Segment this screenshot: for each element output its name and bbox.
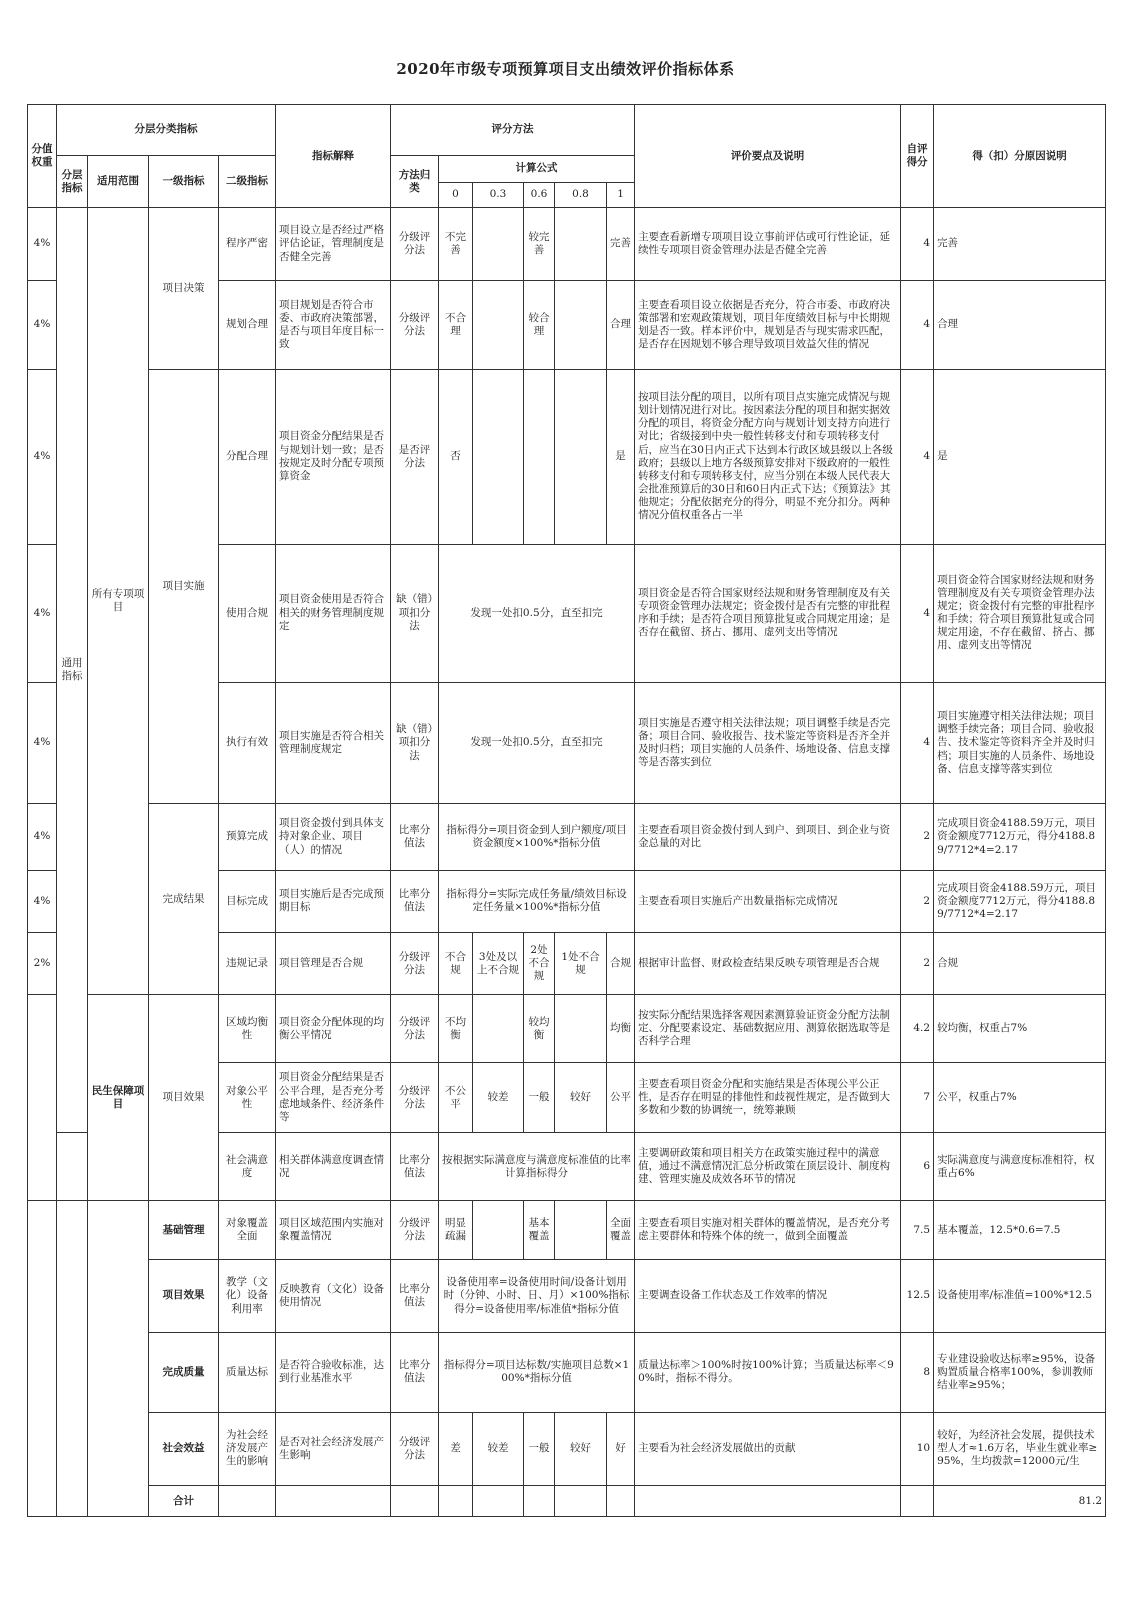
f1-cell: 公平 — [607, 1062, 635, 1133]
weight-cell: 4% — [28, 369, 57, 544]
scope-edu-blank — [88, 1200, 149, 1516]
points-cell: 主要调研政策和项目相关方在政策实施过程中的满意值，通过不满意情况汇总分析政策在顶层设计、制度构建、管理实施及成效各环节的情况 — [635, 1133, 901, 1200]
layer-tongyong: 通用指标 — [57, 208, 88, 1133]
explain-cell: 项目资金分配体现的均衡公平情况 — [276, 995, 391, 1062]
header-key-points: 评价要点及说明 — [635, 105, 901, 208]
reason-cell: 项目实施遵守相关法律法规；项目调整手续完备；项目合同、验收报告、技术鉴定等资料齐全并及时归档；项目实施的人员条件、场地设备、信息支撑等落实到位 — [934, 682, 1106, 804]
reason-cell: 合理 — [934, 280, 1106, 369]
reason-cell: 专业建设验收达标率≥95%，设备购置质量合格率100%，参训教师结业率≥95%； — [934, 1332, 1106, 1412]
f08-cell — [555, 369, 607, 544]
f03-cell: 较差 — [473, 1062, 524, 1133]
reason-cell: 项目资金符合国家财经法规和财务管理制度及有关专项资金管理办法规定；资金拨付有完整的审批程序和手续；符合项目预算批复或合同规定用途，不存在截留、挤占、挪用、虚列支出等情况 — [934, 544, 1106, 682]
f08-cell — [555, 280, 607, 369]
f1-cell: 好 — [607, 1412, 635, 1486]
f08-cell: 1处不合规 — [555, 933, 607, 995]
formula-cell: 发现一处扣0.5分，直至扣完 — [439, 544, 635, 682]
l2-cell: 为社会经济发展产生的影响 — [219, 1412, 276, 1486]
points-cell: 主要查看项目资金分配和实施结果是否体现公平公正性，是否存在明显的排他性和歧视性规定，是否做到大多数和少数的协调统一，统筹兼顾 — [635, 1062, 901, 1133]
score-cell: 4 — [901, 208, 934, 281]
table-row — [28, 208, 1106, 281]
points-cell: 根据审计监督、财政检查结果反映专项管理是否合规 — [635, 933, 901, 995]
points-cell: 主要查看项目实施对相关群体的覆盖情况，是否充分考虑主要群体和特殊个体的统一，做到全面覆盖 — [635, 1200, 901, 1259]
method-cell: 分级评分法 — [391, 280, 439, 369]
explain-cell: 项目设立是否经过严格评估论证，管理制度是否健全完善 — [276, 208, 391, 281]
header-weight: 分值权重 — [28, 105, 57, 208]
f06-cell — [524, 369, 555, 544]
f0-cell: 不公平 — [439, 1062, 473, 1133]
weight-cell: 2% — [28, 933, 57, 995]
header-level2: 二级指标 — [219, 156, 276, 208]
layer-empty-cell — [57, 1200, 88, 1516]
f0-cell: 差 — [439, 1412, 473, 1486]
score-cell: 4 — [901, 544, 934, 682]
formula-cell: 指标得分=实际完成任务量/绩效目标设定任务量×100%*指标分值 — [439, 870, 635, 932]
explain-cell: 项目实施后是否完成预期目标 — [276, 870, 391, 932]
score-cell: 6 — [901, 1133, 934, 1200]
explain-cell: 相关群体满意度调查情况 — [276, 1133, 391, 1200]
points-cell: 质量达标率＞100%时按100%计算；当质量达标率＜90%时，指标不得分。 — [635, 1332, 901, 1412]
score-cell: 4.2 — [901, 995, 934, 1062]
header-formula: 计算公式 — [439, 156, 635, 183]
empty-cell — [219, 1486, 276, 1517]
l1-project-impl: 项目实施 — [149, 369, 219, 804]
explain-cell: 反映教育（文化）设备使用情况 — [276, 1260, 391, 1333]
table-row — [28, 1332, 1106, 1412]
method-cell: 分级评分法 — [391, 1062, 439, 1133]
method-cell: 分级评分法 — [391, 995, 439, 1062]
explain-cell: 项目区域范围内实施对象覆盖情况 — [276, 1200, 391, 1259]
score-cell: 8 — [901, 1332, 934, 1412]
header-explain: 指标解释 — [276, 105, 391, 208]
table-row — [28, 1260, 1106, 1333]
explain-cell: 项目规划是否符合市委、市政府决策部署，是否与项目年度目标一致 — [276, 280, 391, 369]
reason-cell: 实际满意度与满意度标准相符，权重占6% — [934, 1133, 1106, 1200]
f06-cell: 一般 — [524, 1062, 555, 1133]
total-row — [28, 1486, 1106, 1517]
points-cell: 主要查看项目实施后产出数量指标完成情况 — [635, 870, 901, 932]
weight-cell: 4% — [28, 804, 57, 870]
f03-cell — [473, 280, 524, 369]
score-cell: 7.5 — [901, 1200, 934, 1259]
l2-cell: 分配合理 — [219, 369, 276, 544]
total-label: 合计 — [149, 1486, 219, 1517]
reason-cell: 较均衡，权重占7% — [934, 995, 1106, 1062]
l2-cell: 预算完成 — [219, 804, 276, 870]
header-method-type: 方法归类 — [391, 156, 439, 208]
score-cell: 10 — [901, 1412, 934, 1486]
f06-cell: 基本覆盖 — [524, 1200, 555, 1259]
weight-cell — [28, 1200, 57, 1516]
l2-cell: 区域均衡性 — [219, 995, 276, 1062]
score-cell: 12.5 — [901, 1260, 934, 1333]
explain-cell: 是否对社会经济发展产生影响 — [276, 1412, 391, 1486]
header-layer: 分层指标 — [57, 156, 88, 208]
reason-cell: 是 — [934, 369, 1106, 544]
header-f1: 1 — [607, 182, 635, 208]
l2-cell: 程序严密 — [219, 208, 276, 281]
table-row — [28, 369, 1106, 544]
l2-cell: 对象覆盖全面 — [219, 1200, 276, 1259]
l2-cell: 社会满意度 — [219, 1133, 276, 1200]
layer-empty-cell — [57, 1133, 88, 1200]
method-cell: 分级评分法 — [391, 933, 439, 995]
f03-cell — [473, 995, 524, 1062]
weight-cell: 4% — [28, 870, 57, 932]
formula-cell: 设备使用率=设备使用时间/设备计划用时（分钟、小时、日、月）×100%指标得分=设备使用率/标准值*指标分值 — [439, 1260, 635, 1333]
header-f08: 0.8 — [555, 182, 607, 208]
empty-cell — [276, 1486, 391, 1517]
header-method: 评分方法 — [391, 105, 635, 156]
weight-cell: 4% — [28, 682, 57, 804]
l1-cell: 基础管理 — [149, 1200, 219, 1259]
reason-cell: 合规 — [934, 933, 1106, 995]
f1-cell: 合规 — [607, 933, 635, 995]
empty-cell — [555, 1486, 607, 1517]
method-cell: 比率分值法 — [391, 1133, 439, 1200]
f06-cell: 较合理 — [524, 280, 555, 369]
weight-cell: 4% — [28, 208, 57, 281]
header-scope: 适用范围 — [88, 156, 149, 208]
l2-cell: 违规记录 — [219, 933, 276, 995]
score-cell: 4 — [901, 682, 934, 804]
empty-cell — [901, 1486, 934, 1517]
method-cell: 是否评分法 — [391, 369, 439, 544]
table-row — [28, 804, 1106, 870]
f0-cell: 不合规 — [439, 933, 473, 995]
formula-cell: 发现一处扣0.5分，直至扣完 — [439, 682, 635, 804]
l2-cell: 目标完成 — [219, 870, 276, 932]
l2-cell: 教学（文化）设备利用率 — [219, 1260, 276, 1333]
method-cell: 缺（错）项扣分法 — [391, 544, 439, 682]
f0-cell: 明显疏漏 — [439, 1200, 473, 1259]
explain-cell: 项目管理是否合规 — [276, 933, 391, 995]
f1-cell: 全面覆盖 — [607, 1200, 635, 1259]
method-cell: 分级评分法 — [391, 1200, 439, 1259]
points-cell: 主要查看项目资金拨付到人到户、到项目、到企业与资金总量的对比 — [635, 804, 901, 870]
explain-cell: 项目资金分配结果是否公平合理，是否充分考虑地域条件、经济条件等 — [276, 1062, 391, 1133]
table-row — [28, 995, 1106, 1062]
empty-cell — [439, 1486, 473, 1517]
header-self-score: 自评得分 — [901, 105, 934, 208]
reason-cell: 基本覆盖，12.5*0.6=7.5 — [934, 1200, 1106, 1259]
f1-cell: 是 — [607, 369, 635, 544]
header-f0: 0 — [439, 182, 473, 208]
explain-cell: 项目资金使用是否符合相关的财务管理制度规定 — [276, 544, 391, 682]
explain-cell: 是否符合验收标准，达到行业基准水平 — [276, 1332, 391, 1412]
explain-cell: 项目实施是否符合相关管理制度规定 — [276, 682, 391, 804]
header-f06: 0.6 — [524, 182, 555, 208]
f0-cell: 否 — [439, 369, 473, 544]
reason-cell: 较好，为经济社会发展，提供技术型人才≈1.6万名，毕业生就业率≥95%，生均拨款=12000元/生 — [934, 1412, 1106, 1486]
method-cell: 比率分值法 — [391, 870, 439, 932]
points-cell: 项目资金是否符合国家财经法规和财务管理制度及有关专项资金管理办法规定；资金拨付是否有完整的审批程序和手续；是否符合项目预算批复或合同规定用途；是否存在截留、挤占、挪用、虚列支出等情况 — [635, 544, 901, 682]
reason-cell: 设备使用率/标准值=100%*12.5 — [934, 1260, 1106, 1333]
points-cell: 主要查看新增专项项目设立事前评估或可行性论证，延续性专项项目资金管理办法是否健全完善 — [635, 208, 901, 281]
empty-cell — [524, 1486, 555, 1517]
scope-minsheng: 民生保障项目 — [88, 995, 149, 1200]
reason-cell: 公平，权重占7% — [934, 1062, 1106, 1133]
formula-cell: 按根据实际满意度与满意度标准值的比率计算指标得分 — [439, 1133, 635, 1200]
points-cell: 主要查看项目设立依据是否充分，符合市委、市政府决策部署和宏观政策规划，项目年度绩效目标与中长期规划是否一致。样本评价中，规划是否与现实需求匹配，是否存在因规划不够合理导致项目效益欠佳的情况 — [635, 280, 901, 369]
header-level1: 一级指标 — [149, 156, 219, 208]
f08-cell: 较好 — [555, 1412, 607, 1486]
explain-cell: 项目资金拨付到具体支持对象企业、项目（人）的情况 — [276, 804, 391, 870]
formula-cell: 指标得分=项目达标数/实施项目总数×100%*指标分值 — [439, 1332, 635, 1412]
f0-cell: 不均衡 — [439, 995, 473, 1062]
points-cell: 按实际分配结果选择客观因素测算验证资金分配方法制定、分配要素设定、基础数据应用、测算依据选取等是否科学合理 — [635, 995, 901, 1062]
page-title: 2020年市级专项预算项目支出绩效评价指标体系 — [396, 60, 735, 78]
f03-cell: 3处及以上不合规 — [473, 933, 524, 995]
header-classify: 分层分类指标 — [57, 105, 276, 156]
formula-cell: 指标得分=项目资金到人到户额度/项目资金额度×100%*指标分值 — [439, 804, 635, 870]
f06-cell: 较均衡 — [524, 995, 555, 1062]
score-cell: 4 — [901, 280, 934, 369]
f1-cell: 均衡 — [607, 995, 635, 1062]
method-cell: 分级评分法 — [391, 208, 439, 281]
points-cell: 主要看为社会经济发展做出的贡献 — [635, 1412, 901, 1486]
table-row — [28, 1412, 1106, 1486]
method-cell: 比率分值法 — [391, 1332, 439, 1412]
method-cell: 分级评分法 — [391, 1412, 439, 1486]
reason-cell: 完成项目资金4188.59万元，项目资金额度7712万元，得分4188.89/7712*4=2.17 — [934, 870, 1106, 932]
empty-cell — [607, 1486, 635, 1517]
header-f03: 0.3 — [473, 182, 524, 208]
reason-cell: 完成项目资金4188.59万元，项目资金额度7712万元，得分4188.89/7712*4=2.17 — [934, 804, 1106, 870]
weight-cell: 4% — [28, 544, 57, 682]
f03-cell: 较差 — [473, 1412, 524, 1486]
header-reason: 得（扣）分原因说明 — [934, 105, 1106, 208]
l2-cell: 规划合理 — [219, 280, 276, 369]
score-cell: 2 — [901, 804, 934, 870]
f08-cell: 较好 — [555, 1062, 607, 1133]
score-cell: 2 — [901, 870, 934, 932]
score-cell: 4 — [901, 369, 934, 544]
points-cell: 主要调查设备工作状态及工作效率的情况 — [635, 1260, 901, 1333]
l1-cell: 完成质量 — [149, 1332, 219, 1412]
evaluation-table — [27, 104, 1106, 1517]
l2-cell: 执行有效 — [219, 682, 276, 804]
f03-cell — [473, 369, 524, 544]
f0-cell: 不合理 — [439, 280, 473, 369]
l1-project-decision: 项目决策 — [149, 208, 219, 370]
l1-cell: 项目效果 — [149, 1260, 219, 1333]
f08-cell — [555, 1200, 607, 1259]
weight-cell — [28, 995, 57, 1200]
f08-cell — [555, 995, 607, 1062]
method-cell: 比率分值法 — [391, 804, 439, 870]
explain-cell: 项目资金分配结果是否与规划计划一致；是否按规定及时分配专项预算资金 — [276, 369, 391, 544]
points-cell: 按项目法分配的项目，以所有项目点实施完成情况与规划计划情况进行对比。按因素法分配的项目和据实据效分配的项目，将资金分配方向与规划计划支持方向进行对比；省级接到中央一般性转移支付和专项转移支付后，应当在30日内正式下达到本行政区域县级以上各级政府；县级以上地方各级预算安排对下级政府的一般性转移支付和专项转移支付，应当分别在本级人民代表大会批准预算后的30日和60日内正式下达；《预算法》其他规定；分配依据充分的得分，明显不充分扣分。两种情况分值权重各占一半 — [635, 369, 901, 544]
f0-cell: 不完善 — [439, 208, 473, 281]
l1-result: 完成结果 — [149, 804, 219, 995]
empty-cell — [391, 1486, 439, 1517]
f06-cell: 较完善 — [524, 208, 555, 281]
empty-cell — [473, 1486, 524, 1517]
weight-cell: 4% — [28, 280, 57, 369]
l1-cell: 社会效益 — [149, 1412, 219, 1486]
method-cell: 比率分值法 — [391, 1260, 439, 1333]
points-cell: 项目实施是否遵守相关法律法规；项目调整手续是否完备；项目合同、验收报告、技术鉴定等资料是否齐全并及时归档；项目实施的人员条件、场地设备、信息支撑等是否落实到位 — [635, 682, 901, 804]
f1-cell: 完善 — [607, 208, 635, 281]
f03-cell — [473, 208, 524, 281]
l1-effect: 项目效果 — [149, 995, 219, 1200]
l2-cell: 质量达标 — [219, 1332, 276, 1412]
l2-cell: 使用合规 — [219, 544, 276, 682]
f03-cell — [473, 1200, 524, 1259]
reason-cell: 完善 — [934, 208, 1106, 281]
total-score: 81.2 — [934, 1486, 1106, 1517]
scope-all-projects: 所有专项项目 — [88, 208, 149, 995]
method-cell: 缺（错）项扣分法 — [391, 682, 439, 804]
l2-cell: 对象公平性 — [219, 1062, 276, 1133]
table-row — [28, 1200, 1106, 1259]
f06-cell: 2处不合规 — [524, 933, 555, 995]
f1-cell: 合理 — [607, 280, 635, 369]
f06-cell: 一般 — [524, 1412, 555, 1486]
score-cell: 7 — [901, 1062, 934, 1133]
score-cell: 2 — [901, 933, 934, 995]
f08-cell — [555, 208, 607, 281]
empty-cell — [635, 1486, 901, 1517]
